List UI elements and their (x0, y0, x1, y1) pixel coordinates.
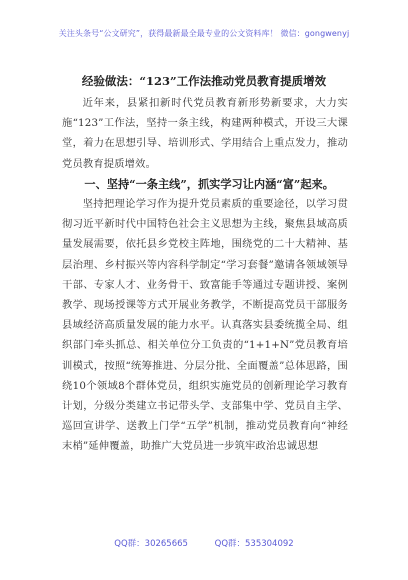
section-1-heading: 一、坚持“一条主线”，抓实学习让内涵“富”起来。 (84, 176, 334, 191)
document-body (62, 93, 348, 457)
footer (0, 537, 408, 549)
document-title: 经验做法：“123”工作法推动党员教育提质增效 (81, 74, 327, 88)
footer-qq-group-1: QQ群：30265665 (114, 539, 188, 549)
footer-qq-group-2: QQ群：535304092 (214, 539, 294, 549)
intro-paragraph: 近年来，县紧扣新时代党员教育新形势新要求，大力实施“123”工作法，坚持一条主线，构建两种模式，开设三大课堂，着力在思想引导、培训形式、学用结合上重点发力，推动党员教育提质增效。 (62, 97, 348, 170)
section-1-paragraph: 坚持把理论学习作为提升党员素质的重要途径，以学习贯彻习近平新时代中国特色社会主义思想为主线，聚焦县域高质量发展需要，依托县乡党校主阵地，围绕党的二十大精神、基层治理、乡村振兴等内容科学制定“学习套餐”邀请各领域领导干部、专家人才、业务骨干、致富能手等通过专题讲授、案例教学、现场授课等方式开展业务教学，不断提高党员干部服务县域经济高质量发展的能力水平。认真落实县委统揽全局、组织部门牵头抓总、相关单位分工负责的“1+1+N”党员教育培训模式，按照“统筹推进、分层分批、全面覆盖”总体思路，围绕10个领域8个群体党员，组织实施党员的创新理论学习教育计划，分级分类建立书记带头学、支部集中学、党员自主学、巡回宣讲学、送教上门学“五学”机制，推动党员教育向“神经末梢”延伸覆盖，助推广大党员进一步筑牢政治忠诚思想 (62, 198, 348, 453)
header-note: 关注头条号“公文研究”，获得最新最全最专业的公文资料库！ 微信：gongwenyj (58, 29, 350, 38)
